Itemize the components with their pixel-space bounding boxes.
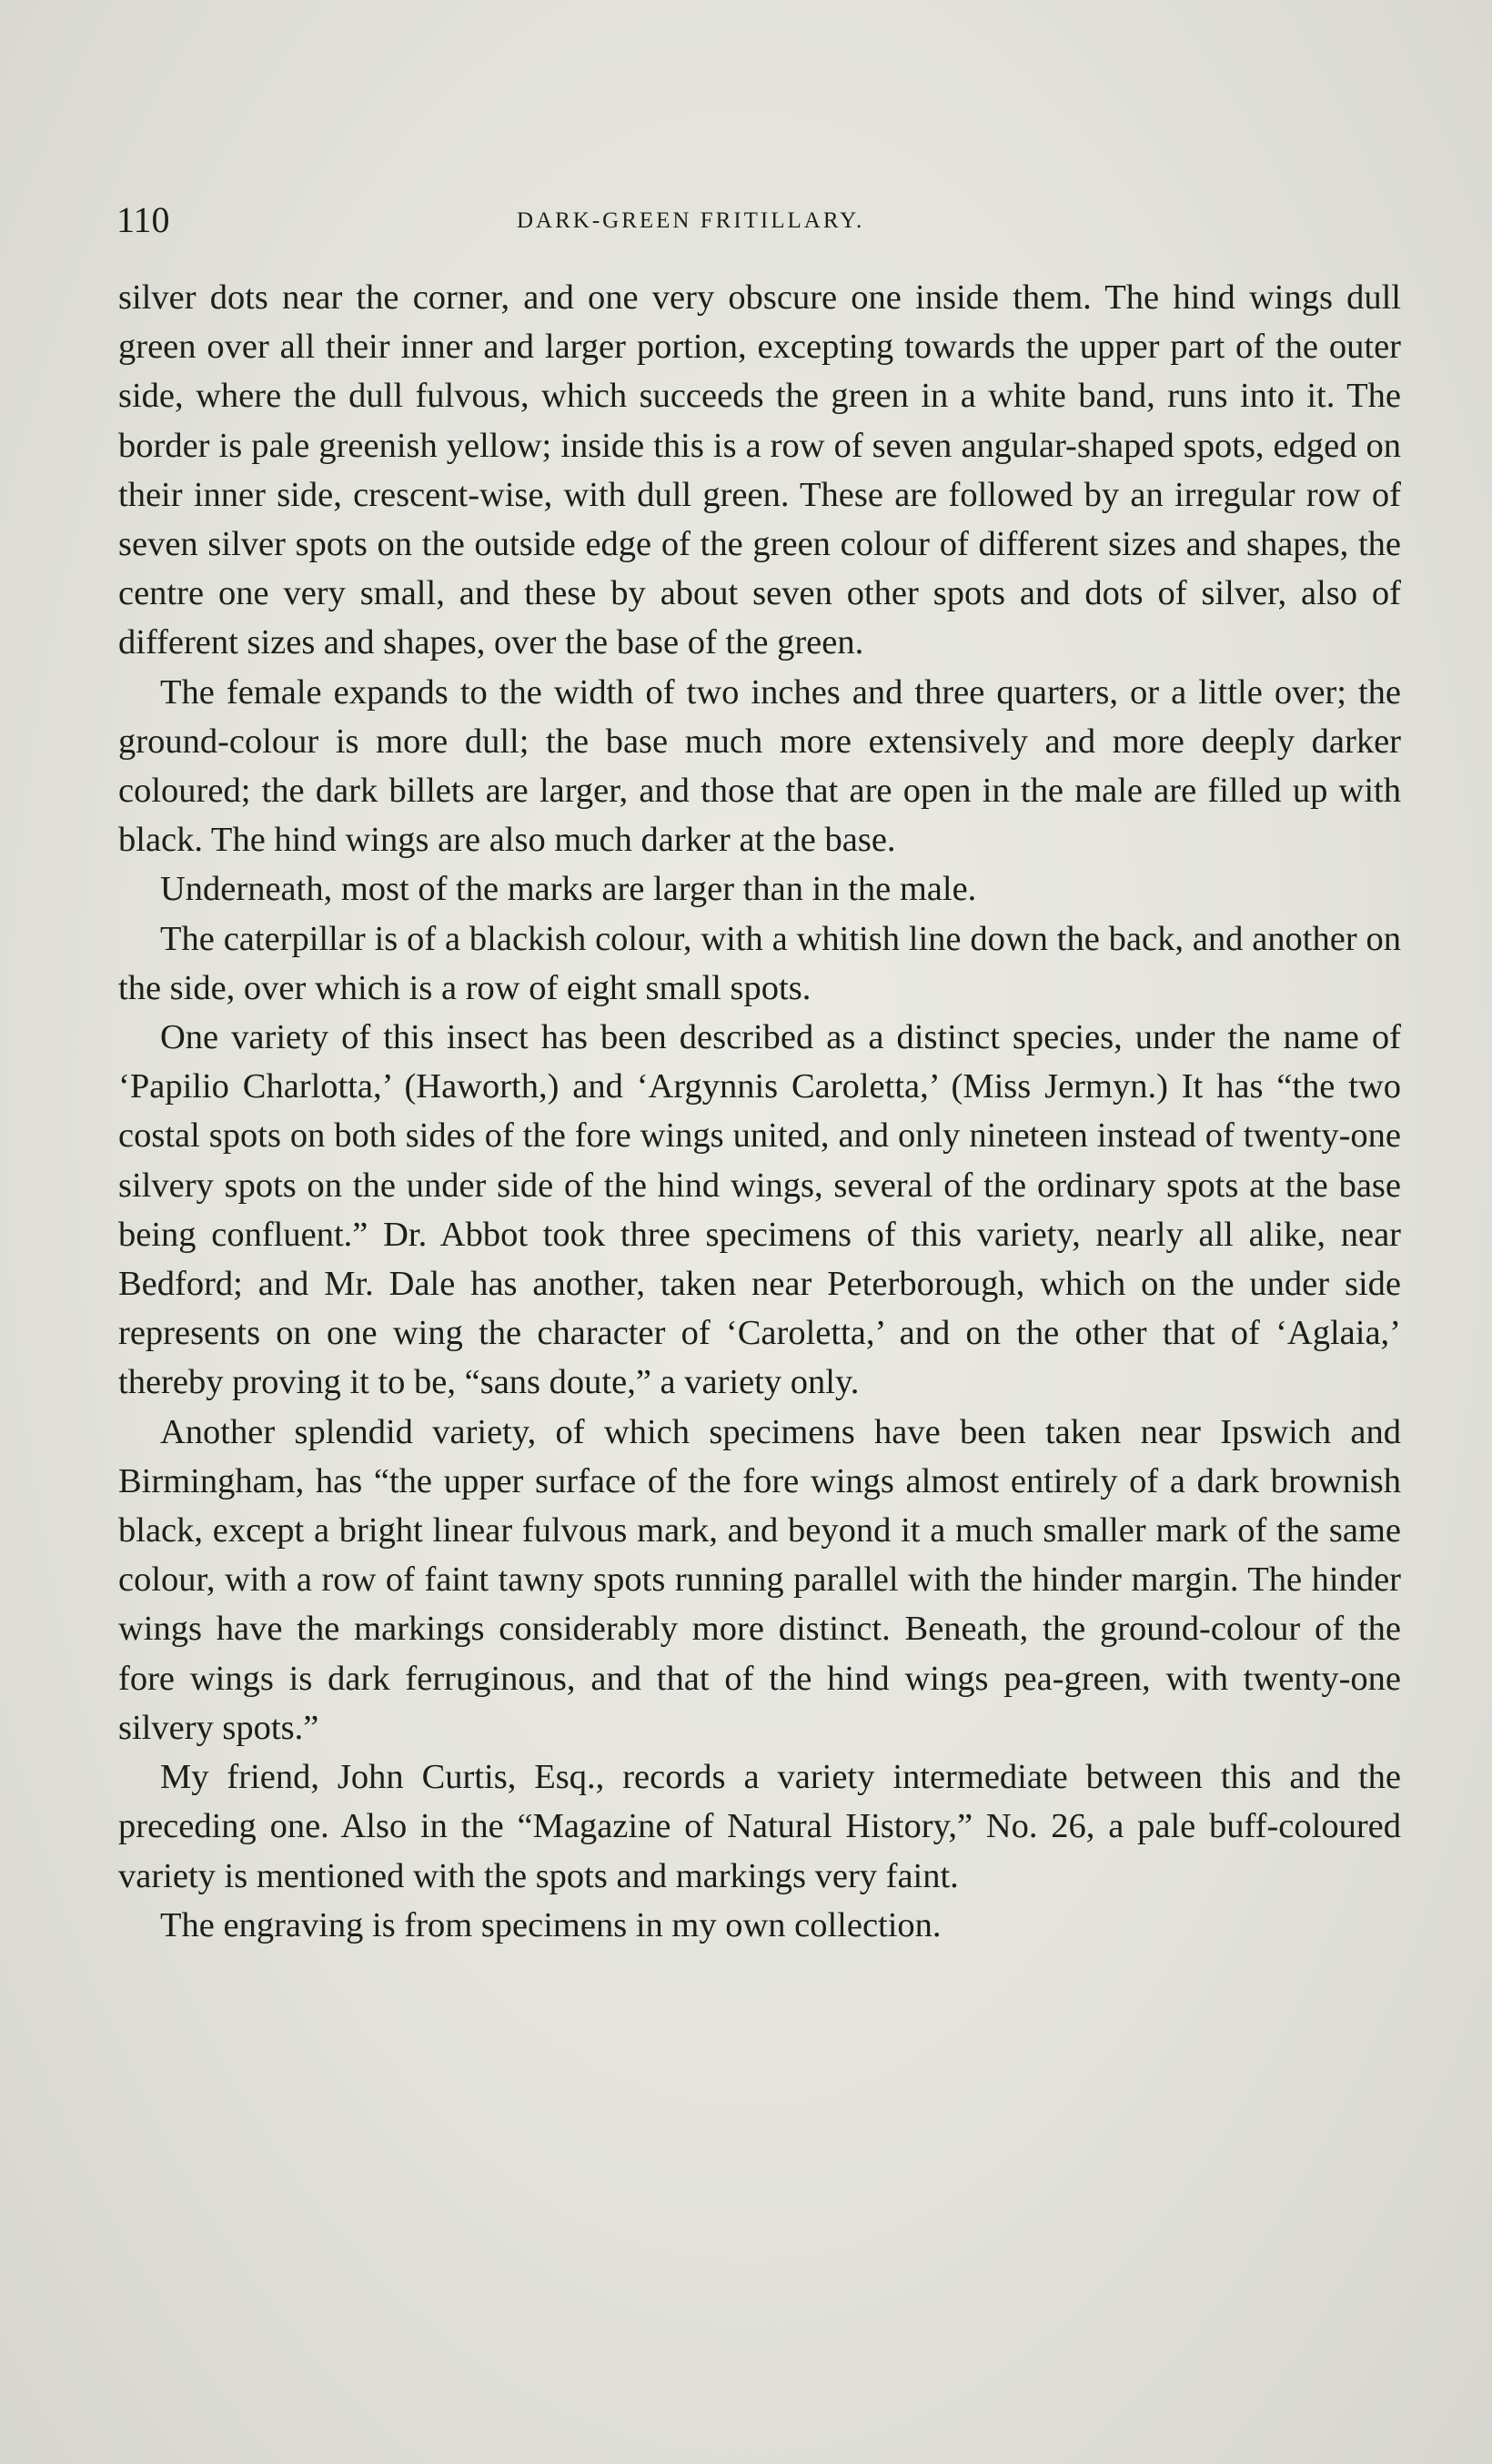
page-number: 110 bbox=[116, 199, 170, 240]
running-title: DARK-GREEN FRITILLARY. bbox=[517, 208, 865, 233]
paragraph-caterpillar: The caterpillar is of a blackish colour, with a whitish line down the back, and another on the side, over which is a row of eight small spots. bbox=[118, 919, 1401, 1007]
paragraph-underneath: Underneath, most of the marks are larger than in the male. bbox=[160, 870, 977, 909]
paragraph-continuation: silver dots near the corner, and one very obscure one inside them. The hind wings dull green over all their inner and larger portion, excepting towards the upper part of the outer side, where the dull fulvous, which succeeds the green in a white band, runs into it. The border is pale greenish yellow; inside this is a row of seven angular-shaped spots, edged on their inner side, crescent-wise, with dull green. These are followed by an irregular row of seven silver spots on the outside edge of the green colour of different sizes and shapes, the centre one very small, and these by about seven other spots and dots of silver, also of different sizes and shapes, over the base of the green. bbox=[118, 278, 1401, 662]
paragraph-engraving: The engraving is from specimens in my own collection. bbox=[160, 1905, 942, 1944]
body-text bbox=[118, 273, 1401, 1950]
paragraph-female: The female expands to the width of two inches and three quarters, or a little over; the ground-colour is more dull; the base much more extensively and more deeply darker coloured; the dark billets are larger, and those that are open in the male are filled up with black. The hind wings are also much darker at the base. bbox=[118, 672, 1401, 860]
paragraph-variety-caroletta: One variety of this insect has been described as a distinct species, under the name of ‘Papilio Charlotta,’ (Haworth,) and ‘Argynnis Caroletta,’ (Miss Jermyn.) It has “the two costal spots on both sides of the fore wings united, and only nineteen instead of twenty-one silvery spots on the under side of the hind wings, several of the ordinary spots at the base being confluent.” Dr. Abbot took three specimens of this variety, nearly all alike, near Bedford; and Mr. Dale has another, taken near Peterborough, which on the under side represents on one wing the character of ‘Caroletta,’ and on the other that of ‘Aglaia,’ thereby proving it to be, “sans doute,” a variety only. bbox=[118, 1018, 1401, 1402]
paragraph-curtis: My friend, John Curtis, Esq., records a variety intermediate between this and the preceding one. Also in the “Magazine of Natural History,” No. 26, a pale buff-coloured variety is mentioned with the spots and markings very faint. bbox=[118, 1758, 1401, 1895]
running-head bbox=[116, 193, 1408, 247]
paragraph-variety-dark: Another splendid variety, of which specimens have been taken near Ipswich and Birmingham, has “the upper surface of the fore wings almost entirely of a dark brownish black, except a bright linear fulvous mark, and beyond it a much smaller mark of the same colour, with a row of faint tawny spots running parallel with the hinder margin. The hinder wings have the markings considerably more distinct. Beneath, the ground-colour of the fore wings is dark ferruginous, and that of the hind wings pea-green, with twenty-one silvery spots.” bbox=[118, 1412, 1401, 1747]
